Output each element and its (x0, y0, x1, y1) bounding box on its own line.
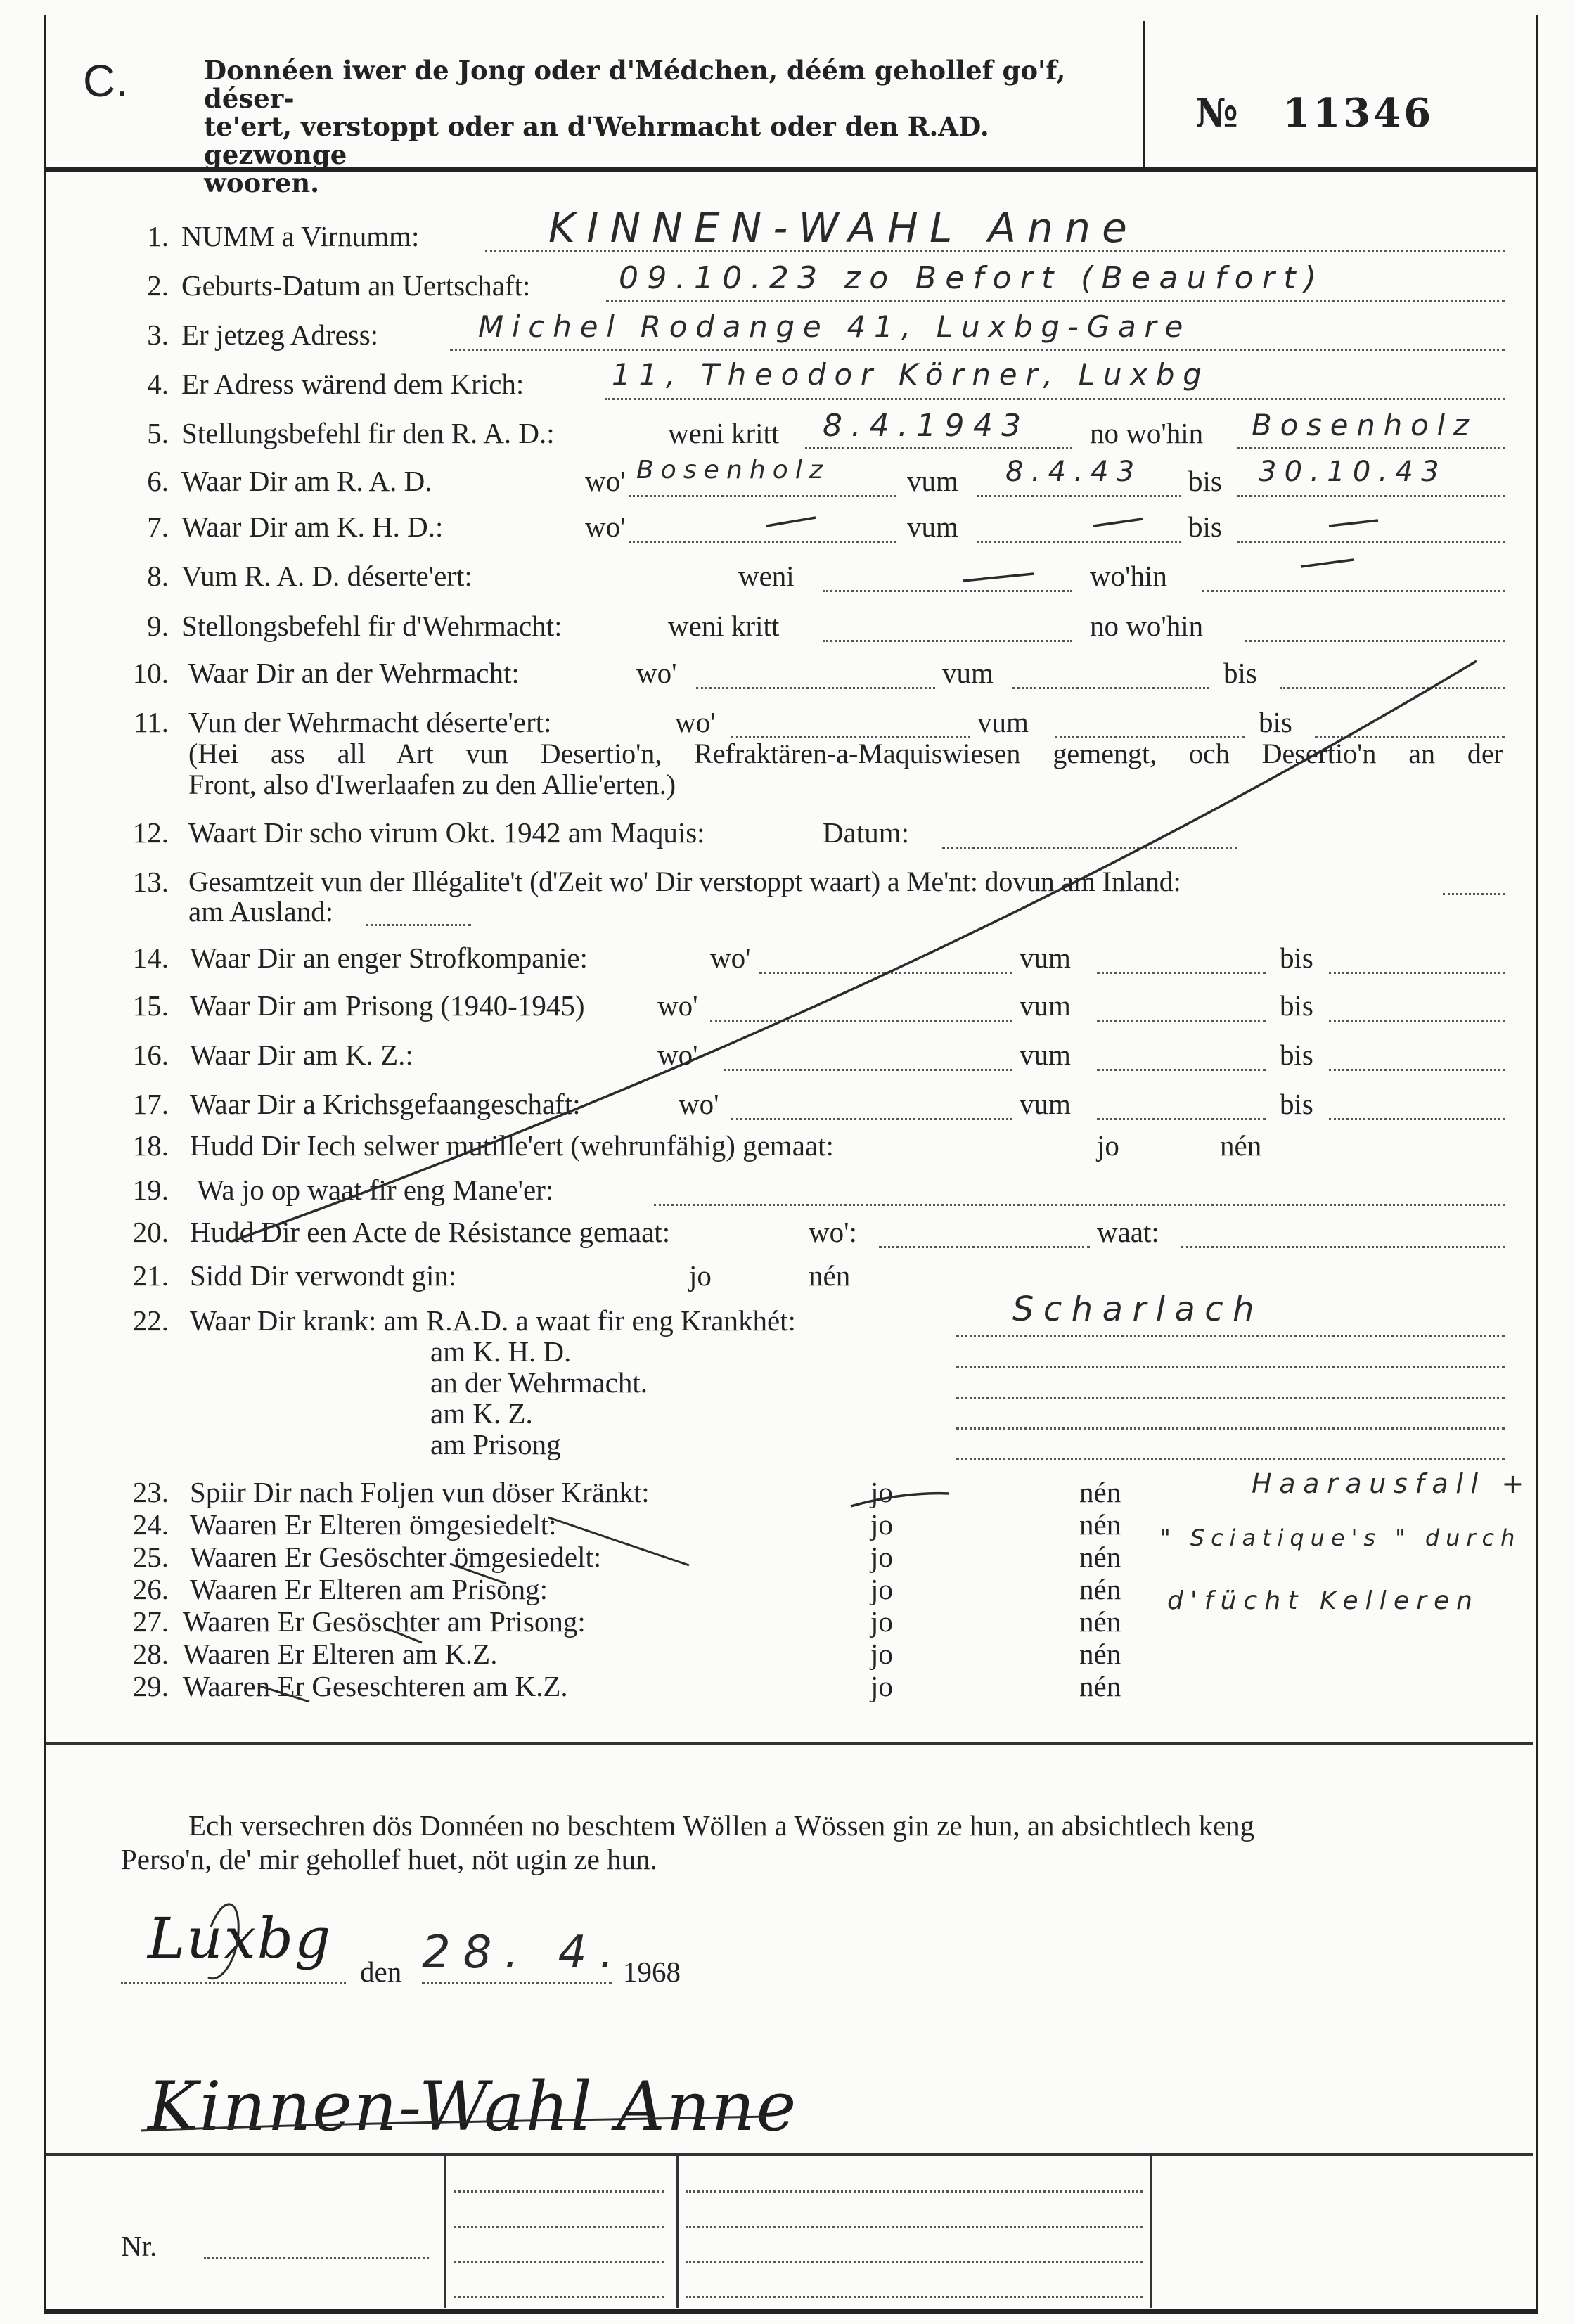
row-label: Waar Dir a Krichsgefaangeschaft: (190, 1088, 581, 1120)
row-label: Vum R. A. D. déserte'ert: (181, 560, 472, 592)
field-line (1329, 1118, 1505, 1120)
row-sub-label: am K. H. D. (430, 1335, 572, 1368)
option-nen[interactable]: nén (1079, 1541, 1121, 1573)
footer-line (686, 2226, 1143, 2228)
row-number: 17. (132, 1088, 169, 1120)
row-number: 9. (147, 610, 169, 642)
vum-label: vum (1020, 1088, 1071, 1120)
form-title-line: wooren. (204, 167, 320, 198)
margin-note-line: d'fücht Kelleren (1167, 1586, 1480, 1615)
footer-line (454, 2190, 664, 2193)
wo-label: wo' (636, 657, 677, 689)
weni-label: weni kritt (668, 610, 780, 642)
row-number: 5. (147, 417, 169, 449)
row-label: Sidd Dir verwondt gin: (190, 1259, 457, 1292)
bis-label: bis (1280, 1088, 1313, 1120)
row-number: 11. (134, 706, 169, 738)
row-number: 26. (132, 1573, 169, 1605)
form-letter: C. (83, 56, 128, 106)
footer-nr-label: Nr. (121, 2230, 158, 2262)
rad-to[interactable]: 30.10.43 (1259, 456, 1447, 488)
row-number: 3. (147, 319, 169, 351)
field-line (956, 1366, 1505, 1368)
field-line (1097, 972, 1266, 974)
bis-label: bis (1223, 657, 1257, 689)
option-nen[interactable]: nén (1220, 1129, 1262, 1162)
wo-label: wo' (585, 465, 626, 497)
field-line (710, 1020, 1012, 1022)
place-line (121, 1982, 346, 1984)
field-line (1097, 1020, 1266, 1022)
row-number: 13. (132, 866, 169, 898)
field-line (1329, 972, 1505, 974)
field-line (1238, 495, 1505, 497)
field-line (450, 349, 1505, 351)
field-line (759, 972, 1012, 974)
field-line (724, 1069, 1012, 1071)
bis-label: bis (1188, 511, 1222, 543)
field-line (366, 924, 471, 926)
row-number: 27. (132, 1605, 169, 1638)
footer-line (454, 2296, 664, 2298)
field-line (1329, 1069, 1505, 1071)
row-label: Hudd Dir Iech selwer mutille'ert (wehrunfähig) gemaat: (190, 1129, 834, 1162)
wo-label: wo' (657, 989, 698, 1022)
vum-label: vum (977, 706, 1029, 738)
row-number: 20. (132, 1216, 169, 1248)
field-line (1329, 1020, 1505, 1022)
declaration-line: Ech versechren dös Donnéen no beschtem Wöllen a Wössen gin ze hun, an absichtlech keng (188, 1809, 1255, 1842)
option-nen[interactable]: nén (1079, 1670, 1121, 1702)
row-label: NUMM a Virnumm: (181, 220, 420, 252)
wo-label: wo': (809, 1216, 857, 1248)
field-line (1238, 447, 1505, 449)
row-label: Waar Dir am R. A. D. (181, 465, 432, 497)
option-jo[interactable]: jo (870, 1638, 893, 1670)
option-nen[interactable]: nén (809, 1259, 851, 1292)
footer-line (454, 2261, 664, 2263)
field-line (956, 1427, 1505, 1430)
row-number: 8. (147, 560, 169, 592)
field-line (605, 398, 1505, 400)
form-title-line: te'ert, verstoppt oder an d'Wehrmacht oder den R.AD. gezwonge (204, 111, 989, 170)
option-jo[interactable]: jo (1097, 1129, 1119, 1162)
row-number: 22. (132, 1304, 169, 1337)
row-label: Waar Dir an der Wehrmacht: (188, 657, 520, 689)
weni-label: weni (738, 560, 795, 592)
row-label: Er jetzeg Adress: (181, 319, 379, 351)
footer-box-divider (676, 2153, 679, 2308)
bis-label: bis (1280, 989, 1313, 1022)
option-nen[interactable]: nén (1079, 1573, 1121, 1605)
row-label: Waar Dir an enger Strofkompanie: (190, 942, 588, 974)
row-label: Waar Dir am K. Z.: (190, 1039, 413, 1071)
row-label: Waaren Er Gesöschter am Prisong: (183, 1605, 586, 1638)
row-label: Waaren Er Geseschteren am K.Z. (183, 1670, 568, 1702)
field-line (1097, 1118, 1266, 1120)
option-jo[interactable]: jo (870, 1573, 893, 1605)
row-label: Geburts-Datum an Uertschaft: (181, 269, 531, 302)
row-label: Gesamtzeit vun der Illégalite't (d'Zeit wo' Dir verstoppt waart) a Me'nt: dovun am Inland: (188, 866, 1181, 897)
den-label: den (360, 1956, 402, 1988)
bis-label: bis (1259, 706, 1292, 738)
bis-label: bis (1280, 1039, 1313, 1071)
row-number: 1. (147, 220, 169, 252)
row-label: Waart Dir scho virum Okt. 1942 am Maquis: (188, 816, 705, 849)
vum-label: vum (1020, 989, 1071, 1022)
row-number: 4. (147, 368, 169, 400)
vum-label: vum (1020, 942, 1071, 974)
option-nen[interactable]: nén (1079, 1605, 1121, 1638)
row-label: Vun der Wehrmacht déserte'ert: (188, 706, 552, 738)
wo-label: wo' (657, 1039, 698, 1071)
row-number: 29. (132, 1670, 169, 1702)
nr-line (204, 2257, 429, 2259)
field-line (805, 447, 1072, 449)
field-line (1097, 1069, 1266, 1071)
field-line (879, 1246, 1090, 1248)
margin-note-line: Haarausfall + (1252, 1468, 1531, 1499)
row-number: 6. (147, 465, 169, 497)
field-line (1181, 1246, 1505, 1248)
number-value: 11346 (1282, 90, 1434, 136)
row-number: 7. (147, 511, 169, 543)
row-number: 16. (132, 1039, 169, 1071)
row-label: Waar Dir krank: am R.A.D. a waat fir eng Krankhét: (190, 1304, 796, 1337)
signature[interactable]: Kinnen-Wahl Anne (148, 2067, 798, 2146)
field-line (1012, 687, 1209, 689)
row-note: (Hei ass all Art vun Desertio'n, Refraktären-a-Maquiswiesen gemengt, och Desertio'n an der (188, 738, 1503, 769)
footer-box-divider (444, 2153, 446, 2308)
wo-label: wo' (710, 942, 751, 974)
option-nen[interactable]: nén (1079, 1638, 1121, 1670)
row-label-continued: am Ausland: (188, 895, 334, 927)
war-address-value[interactable]: 11, Theodor Körner, Luxbg (612, 357, 1210, 392)
rad-from[interactable]: 8.4.43 (1005, 456, 1143, 488)
row-note: Front, also d'Iwerlaafen zu den Allie'erten.) (188, 769, 676, 800)
row-number: 10. (132, 657, 169, 689)
row-label: Waaren Er Elteren am K.Z. (183, 1638, 498, 1670)
illness-value[interactable]: Scharlach (1012, 1290, 1264, 1329)
row-number: 14. (132, 942, 169, 974)
footer-box-divider (1150, 2153, 1152, 2308)
birth-value[interactable]: 09.10.23 zo Befort (Beaufort) (619, 260, 1325, 296)
place-value[interactable]: Luxbg (148, 1906, 333, 1971)
row-sub-label: am Prisong (430, 1428, 561, 1460)
nowohin-label: no wo'hin (1090, 417, 1204, 449)
declaration-line: Perso'n, de' mir gehollef huet, nöt ugin ze hun. (121, 1843, 657, 1875)
row-number: 2. (147, 269, 169, 302)
option-nen[interactable]: nén (1079, 1476, 1121, 1508)
wohin-label: wo'hin (1090, 560, 1167, 592)
bis-label: bis (1280, 942, 1313, 974)
option-jo[interactable]: jo (689, 1259, 712, 1292)
field-line (1280, 687, 1505, 689)
row-number: 28. (132, 1638, 169, 1670)
row-label: Stellongsbefehl fir d'Wehrmacht: (181, 610, 562, 642)
field-line (1238, 541, 1505, 543)
form-number (1195, 90, 1434, 136)
vum-label: vum (942, 657, 994, 689)
wo-label: wo' (585, 511, 626, 543)
row-label: Waaren Er Gesöschter ömgesiedelt: (190, 1541, 602, 1573)
row-number: 12. (132, 816, 169, 849)
footer-line (686, 2296, 1143, 2298)
row-label: Wa jo op waat fir eng Mane'er: (197, 1174, 554, 1206)
date-value[interactable]: 28. 4. (422, 1927, 626, 1979)
row-label: Waaren Er Elteren ömgesiedelt: (190, 1508, 557, 1541)
field-line (977, 495, 1181, 497)
wo-label: wo' (679, 1088, 719, 1120)
row-label: Waaren Er Elteren am Prisong: (190, 1573, 548, 1605)
field-line (823, 590, 1072, 592)
option-jo[interactable]: jo (870, 1605, 893, 1638)
vum-label: vum (1020, 1039, 1071, 1071)
option-jo[interactable]: jo (870, 1541, 893, 1573)
row-number: 21. (132, 1259, 169, 1292)
row-number: 19. (132, 1174, 169, 1206)
row-number: 24. (132, 1508, 169, 1541)
field-line (1443, 893, 1505, 895)
wohin-label: no wo'hin (1090, 610, 1204, 642)
rad-order-place[interactable]: Bosenholz (1252, 408, 1477, 442)
wo-label: wo' (675, 706, 716, 738)
field-line (629, 495, 896, 497)
footer-line (686, 2261, 1143, 2263)
rad-place[interactable]: Bosenholz (636, 456, 830, 484)
row-number: 23. (132, 1476, 169, 1508)
waat-label: waat: (1097, 1216, 1159, 1248)
footer-line (454, 2226, 664, 2228)
field-line (696, 687, 935, 689)
row-number: 25. (132, 1541, 169, 1573)
year-label: 1968 (623, 1956, 681, 1988)
section-rule (46, 1742, 1533, 1745)
datum-label: Datum: (823, 816, 909, 849)
field-line (977, 541, 1181, 543)
weni-label: weni kritt (668, 417, 780, 449)
field-line (956, 1458, 1505, 1460)
field-line (1202, 590, 1505, 592)
option-jo[interactable]: jo (870, 1670, 893, 1702)
field-line (629, 541, 896, 543)
option-jo[interactable]: jo (870, 1508, 893, 1541)
field-line (1245, 640, 1505, 642)
field-line (606, 300, 1505, 302)
field-line (956, 1397, 1505, 1399)
date-line (422, 1982, 612, 1984)
row-label: Er Adress wärend dem Krich: (181, 368, 525, 400)
form-title-line: Donnéen iwer de Jong oder d'Médchen, déém gehollef go'f, déser- (204, 55, 1066, 114)
rad-order-date[interactable]: 8.4.1943 (823, 408, 1030, 444)
name-value[interactable]: KINNEN-WAHL Anne (548, 204, 1139, 252)
signature-rule (46, 2153, 1533, 2156)
option-nen[interactable]: nén (1079, 1508, 1121, 1541)
option-jo[interactable]: jo (870, 1476, 893, 1508)
field-line (823, 640, 1072, 642)
address-value[interactable]: Michel Rodange 41, Luxbg-Gare (478, 309, 1192, 344)
number-sign: № (1195, 90, 1241, 136)
row-label: Waar Dir am Prisong (1940-1945) (190, 989, 585, 1022)
row-sub-label: an der Wehrmacht. (430, 1366, 648, 1399)
row-label: Stellungsbefehl fir den R. A. D.: (181, 417, 555, 449)
bis-label: bis (1188, 465, 1222, 497)
header-divider (1143, 21, 1145, 169)
field-line (731, 1118, 1012, 1120)
row-number: 18. (132, 1129, 169, 1162)
field-line (654, 1204, 1505, 1206)
row-number: 15. (132, 989, 169, 1022)
row-sub-label: am K. Z. (430, 1397, 533, 1430)
form-title (204, 56, 1132, 197)
row-label: Waar Dir am K. H. D.: (181, 511, 444, 543)
row-label: Spiir Dir nach Foljen vun döser Kränkt: (190, 1476, 650, 1508)
footer-line (686, 2190, 1143, 2193)
field-line (942, 847, 1238, 849)
vum-label: vum (907, 465, 958, 497)
field-line (956, 1335, 1505, 1337)
row-label: Hudd Dir een Acte de Résistance gemaat: (190, 1216, 671, 1248)
vum-label: vum (907, 511, 958, 543)
margin-note-line: " Sciatique's " durch (1160, 1524, 1522, 1551)
